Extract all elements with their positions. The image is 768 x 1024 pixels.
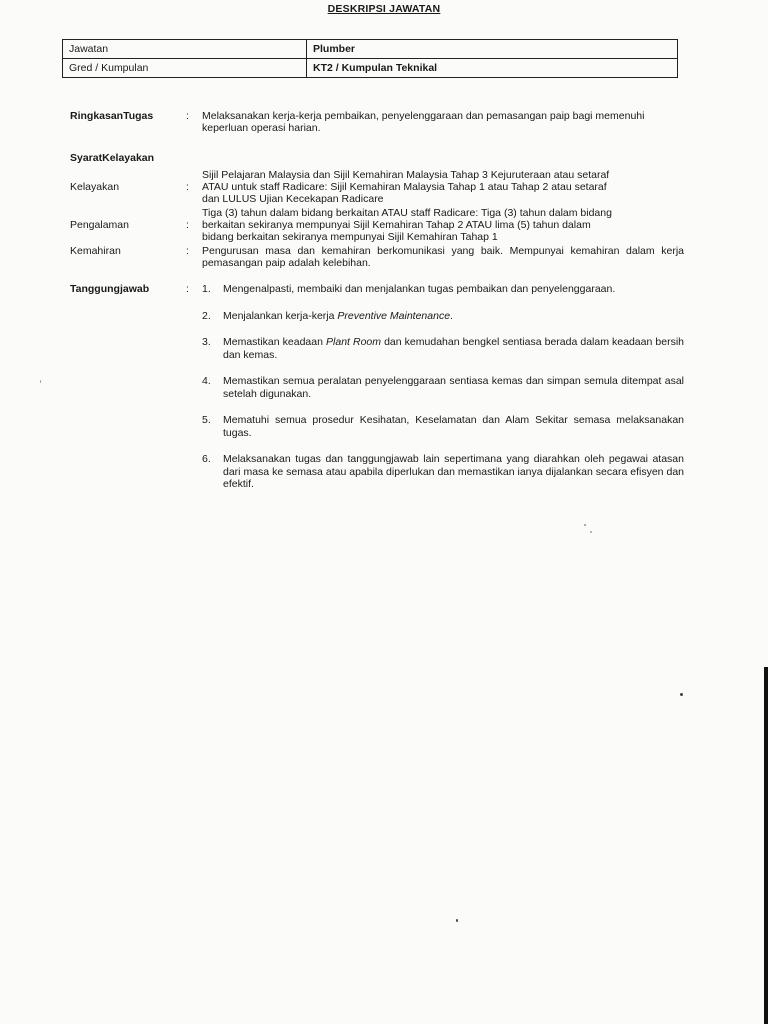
item-text: Melaksanakan tugas dan tanggungjawab lain sepertimana yang diarahkan oleh pegawai atasan dari masa ke semasa atau apabila diperlukan dan memastikan ianya dijalankan secara efisyen dan efektif. — [223, 453, 684, 490]
list-item — [202, 283, 684, 296]
table-row — [63, 40, 678, 59]
kelayakan-text — [202, 169, 684, 205]
scan-speck — [40, 380, 41, 383]
colon: : — [186, 181, 189, 193]
label-kemahiran: Kemahiran — [70, 245, 121, 257]
scan-speck — [584, 524, 586, 526]
colon: : — [186, 110, 189, 122]
pengalaman-line: Tiga (3) tahun dalam bidang berkaitan ATAU staff Radicare: Tiga (3) tahun dalam bidang — [202, 207, 612, 219]
item-number: 2. — [202, 309, 211, 322]
pengalaman-text — [202, 207, 684, 243]
item-number: 6. — [202, 453, 211, 465]
item-number: 1. — [202, 283, 211, 295]
table-value-jawatan: Plumber — [307, 40, 678, 59]
scan-speck — [680, 693, 683, 696]
item-emphasis: Preventive Maintenance — [337, 309, 451, 322]
document-title: DESKRIPSI JAWATAN — [327, 3, 441, 15]
responsibility-list — [202, 283, 684, 505]
colon: : — [186, 245, 189, 257]
item-number: 5. — [202, 414, 211, 426]
item-emphasis: Plant Room — [326, 336, 382, 348]
table-value-gred: KT2 / Kumpulan Teknikal — [307, 59, 678, 78]
item-number: 4. — [202, 375, 211, 387]
section-label-ringkasan: RingkasanTugas — [70, 110, 154, 122]
scan-edge-shadow — [764, 667, 768, 1024]
table-key-gred: Gred / Kumpulan — [63, 59, 307, 78]
section-label-tanggungjawab: Tanggungjawab — [70, 283, 150, 295]
kemahiran-text: Pengurusan masa dan kemahiran berkomunikasi yang baik. Mempunyai kemahiran dalam kerja pemasangan paip adalah kelebihan. — [202, 245, 684, 269]
table-row — [63, 59, 678, 78]
scan-speck — [456, 919, 458, 922]
table-key-jawatan: Jawatan — [63, 40, 307, 59]
label-kelayakan: Kelayakan — [70, 181, 120, 193]
kelayakan-line: ATAU untuk staff Radicare: Sijil Kemahiran Malaysia Tahap 1 atau Tahap 2 atau setaraf — [202, 181, 607, 193]
list-item — [202, 310, 684, 323]
pengalaman-line: berkaitan sekiranya mempunyai Sijil Kemahiran Tahap 2 ATAU lima (5) tahun dalam — [202, 219, 591, 231]
list-item — [202, 375, 684, 400]
colon: : — [186, 283, 189, 295]
list-item — [202, 453, 684, 491]
ringkasan-text: Melaksanakan kerja-kerja pembaikan, penyelenggaraan dan pemasangan paip bagi memenuhi keperluan operasi harian. — [202, 110, 645, 134]
scan-speck — [590, 531, 592, 533]
pengalaman-line: bidang berkaitan sekiranya mempunyai Sijil Kemahiran Tahap 1 — [202, 231, 498, 243]
item-number: 3. — [202, 336, 211, 348]
section-label-syarat: SyaratKelayakan — [70, 152, 155, 164]
list-item — [202, 414, 684, 439]
item-text: Memastikan keadaan Plant Room dan kemudahan bengkel sentiasa berada dalam keadaan bersih dan kemas. — [223, 336, 684, 361]
colon: : — [186, 219, 189, 231]
list-item — [202, 336, 684, 361]
item-text: Mengenalpasti, membaiki dan menjalankan tugas pembaikan dan penyelenggaraan. — [223, 283, 616, 295]
label-pengalaman: Pengalaman — [70, 219, 129, 231]
item-text: Menjalankan kerja-kerja Preventive Maintenance. — [223, 309, 453, 322]
job-info-table — [62, 39, 678, 78]
kelayakan-line: Sijil Pelajaran Malaysia dan Sijil Kemahiran Malaysia Tahap 3 Kejuruteraan atau setaraf — [202, 169, 610, 181]
item-text: Mematuhi semua prosedur Kesihatan, Keselamatan dan Alam Sekitar semasa melaksanakan tugas. — [223, 414, 684, 439]
item-text: Memastikan semua peralatan penyelenggaraan sentiasa kemas dan simpan semula ditempat asal setelah digunakan. — [223, 375, 684, 400]
kelayakan-line: dan LULUS Ujian Kecekapan Radicare — [202, 193, 384, 205]
